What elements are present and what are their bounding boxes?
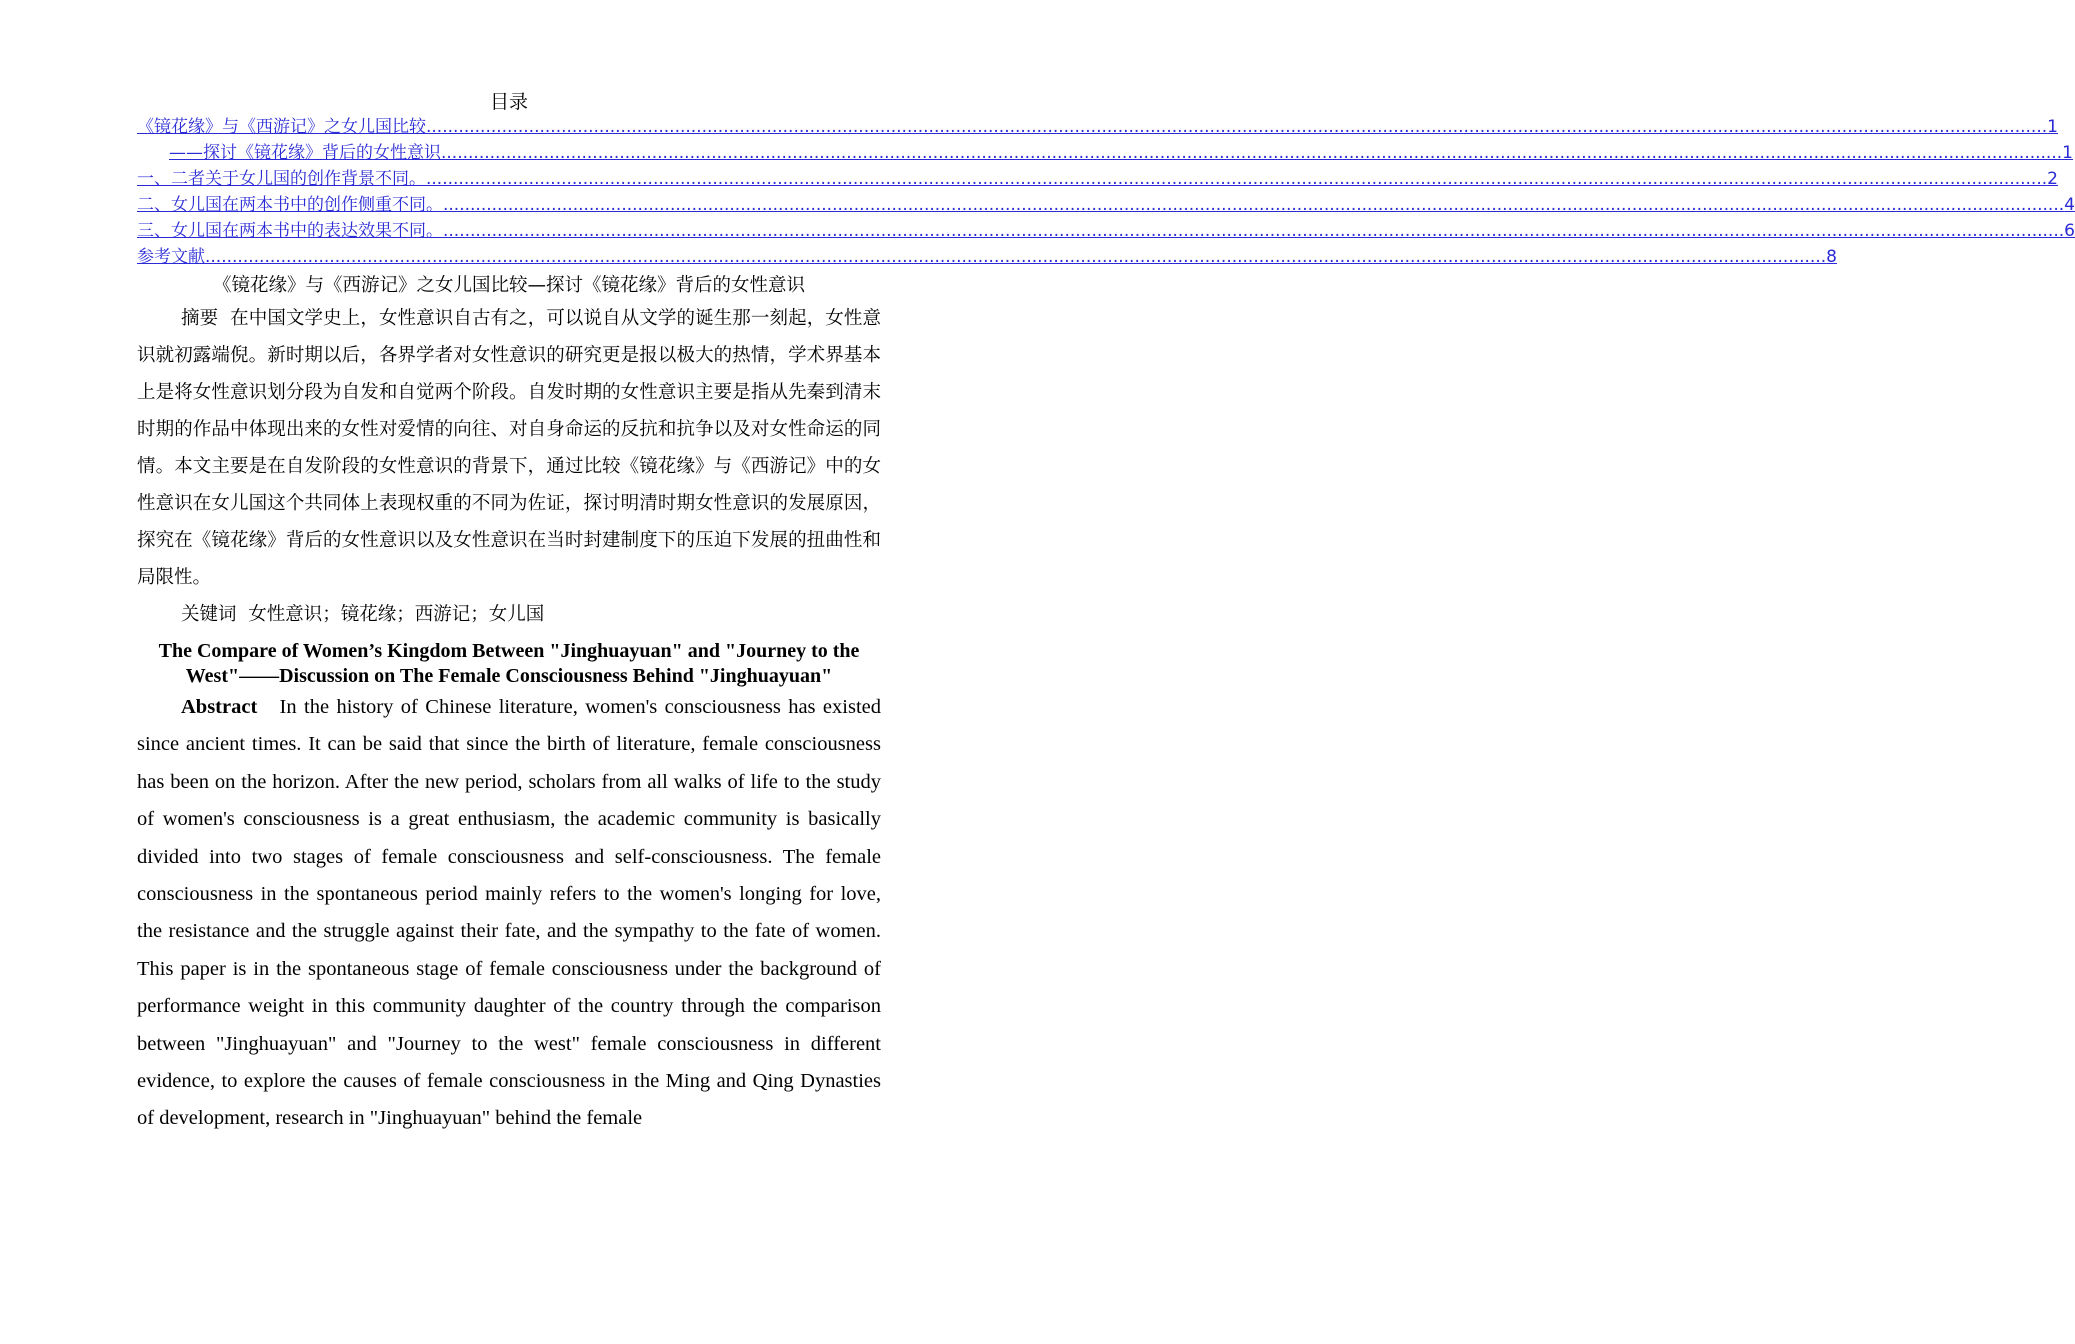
toc-page-number: 4 [2064, 195, 2075, 215]
chinese-keywords-label: 关键词 [181, 604, 237, 625]
toc-heading: 目录 [489, 91, 528, 113]
toc-entry-title[interactable] [137, 114, 2058, 140]
toc-page-number: 1 [2047, 117, 2058, 137]
toc-entry-section-3[interactable] [137, 218, 2075, 244]
toc-leader-dots: ............................................................................................................................................................................................................................................................................................................ [205, 247, 1827, 267]
toc-leader-dots: ............................................................................................................................................................................................................................................................................................................ [443, 195, 2065, 215]
toc-leader-dots: ............................................................................................................................................................................................................................................................................................................ [443, 221, 2065, 241]
toc-entry-section-1[interactable] [137, 166, 2058, 192]
chinese-abstract-text: 在中国文学史上，女性意识自古有之，可以说自从文学的诞生那一刻起，女性意识就初露端倪。新时期以后，各界学者对女性意识的研究更是报以极大的热情，学术界基本上是将女性意识划分段为自发和自觉两个阶段。自发时期的女性意识主要是指从先秦到清末时期的作品中体现出来的女性对爱情的向往、对自身命运的反抗和抗争以及对女性命运的同情。本文主要是在自发阶段的女性意识的背景下，通过比较《镜花缘》与《西游记》中的女性意识在女儿国这个共同体上表现权重的不同为佐证，探讨明清时期女性意识的发展原因，探究在《镜花缘》背后的女性意识以及女性意识在当时封建制度下的压迫下发展的扭曲性和局限性。 [137, 308, 881, 588]
chinese-keywords [137, 596, 881, 633]
toc-entry-text: 三、女儿国在两本书中的表达效果不同。 [137, 221, 443, 241]
page-content [137, 90, 2075, 1138]
toc-page-number: 1 [2062, 143, 2073, 163]
toc-leader-dots: ............................................................................................................................................................................................................................................................................................................ [426, 169, 2048, 189]
toc-entry-references[interactable] [137, 244, 1837, 270]
english-abstract-text: In the history of Chinese literature, women's consciousness has existed since ancient times. It can be said that since the birth of literature, female consciousness has been on the horizon. After the new period, scholars from all walks of life to the study of women's consciousness is a great enthusiasm, the academic community is basically divided into two stages of female consciousness and self-consciousness. The female consciousness in the spontaneous period mainly refers to the women's longing for love, the resistance and the struggle against their fate, and the sympathy to the fate of women. This paper is in the spontaneous stage of female consciousness under the background of performance weight in this community daughter of the country through the comparison between "Jinghuayuan" and "Journey to the west" female consciousness in different evidence, to explore the causes of female consciousness in the Ming and Qing Dynasties of development, research in "Jinghuayuan" behind the female [137, 696, 881, 1130]
english-paper-title: The Compare of Women’s Kingdom Between "Jinghuayuan" and "Journey to the West"——Discussion on The Female Consciousness Behind "Jinghuayuan" [158, 640, 860, 687]
toc-page-number: 2 [2047, 169, 2058, 189]
english-abstract-label: Abstract [181, 696, 258, 718]
toc-entry-text: ——探讨《镜花缘》背后的女性意识 [169, 143, 441, 163]
toc-leader-dots: ............................................................................................................................................................................................................................................................................................................ [441, 143, 2063, 163]
chinese-abstract-label: 摘要 [181, 308, 219, 329]
toc-entry-text: 一、二者关于女儿国的创作背景不同。 [137, 169, 426, 189]
english-abstract [137, 689, 881, 1138]
toc-entry-section-2[interactable] [137, 192, 2075, 218]
toc-entry-text: 二、女儿国在两本书中的创作侧重不同。 [137, 195, 443, 215]
toc-entry-text: 参考文献 [137, 247, 205, 267]
table-of-contents [137, 114, 2075, 270]
toc-page-number: 6 [2064, 221, 2075, 241]
toc-page-number: 8 [1826, 247, 1837, 267]
chinese-paper-title: 《镜花缘》与《西游记》之女儿国比较—探讨《镜花缘》背后的女性意识 [212, 275, 805, 296]
toc-entry-text: 《镜花缘》与《西游记》之女儿国比较 [137, 117, 426, 137]
chinese-abstract [137, 300, 881, 596]
toc-entry-subtitle[interactable] [137, 140, 2073, 166]
chinese-keywords-text: 女性意识；镜花缘；西游记；女儿国 [248, 604, 545, 625]
toc-leader-dots: ............................................................................................................................................................................................................................................................................................................ [426, 117, 2048, 137]
